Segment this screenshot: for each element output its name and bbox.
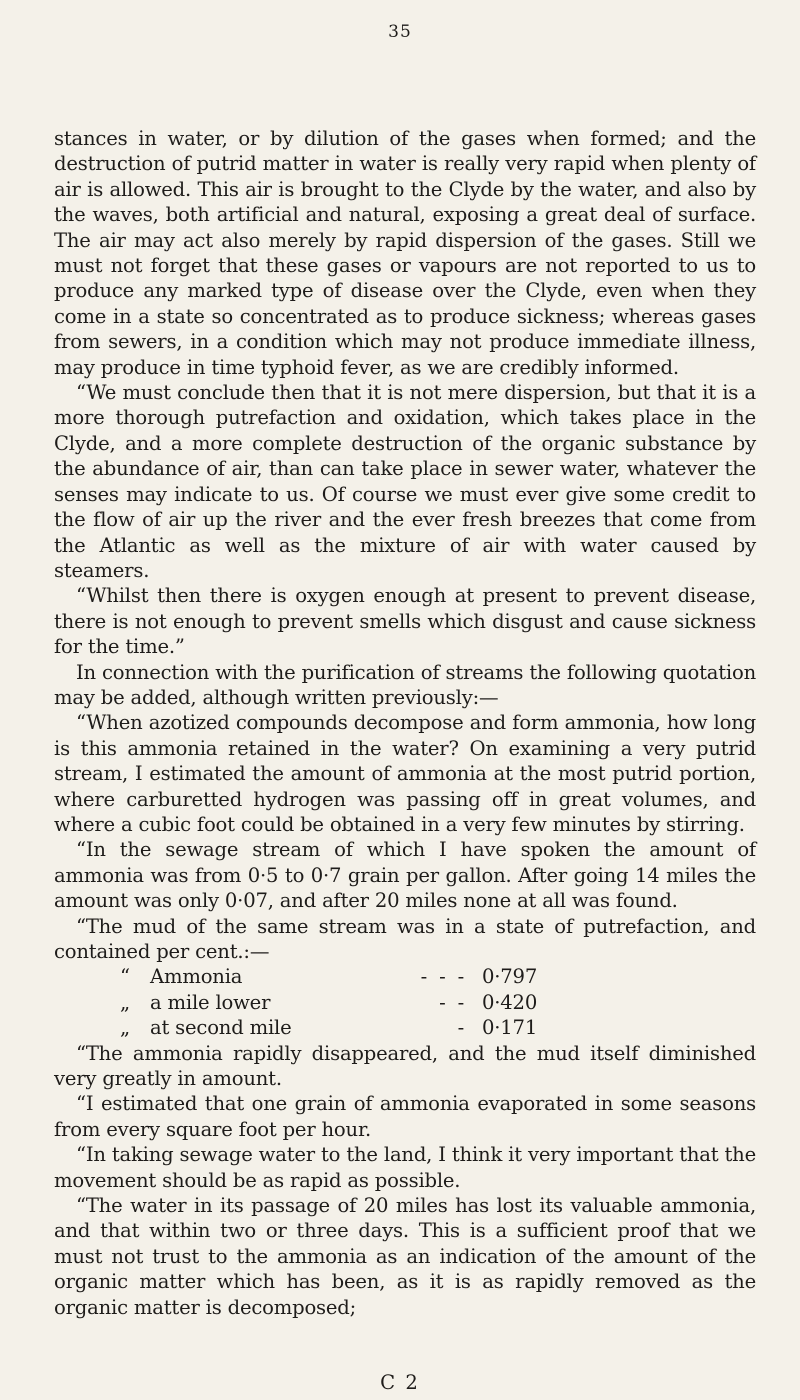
paragraph: “The ammonia rapidly disappeared, and the mud itself diminished very greatly in amount. — [54, 1041, 756, 1090]
row-label: Ammonia — [150, 965, 243, 989]
ammonia-table — [120, 964, 756, 1040]
paragraph: “I estimated that one grain of ammonia evaporated in some seasons from every square foot per hour. — [54, 1092, 756, 1141]
table-row — [120, 990, 756, 1015]
row-value: 0·420 — [482, 990, 538, 1014]
leader-dashes: - — [457, 1016, 464, 1040]
paragraph: stances in water, or by dilution of the gases when formed; and the destruction of putrid matter in water is really very rapid when plenty of air is allowed. This air is brought to the Clyde by the water, and also by the waves, both artificial and natural, exposing a great deal of surface. The air may act also merely by rapid dispersion of the gases. Still we must not forget that these gases or vapours are not reported to us to produce any marked type of disease over the Clyde, even when they come in a state so concentrated as to produce sickness; whereas gases from sewers, in a condition which may not produce immediate illness, may produce in time typhoid fever, as we are credibly informed. — [54, 127, 756, 379]
ditto-mark: „ — [120, 990, 130, 1014]
row-value: 0·171 — [482, 1016, 538, 1040]
paragraph: “In the sewage stream of which I have spoken the amount of ammonia was from 0·5 to 0·7 grain per gallon. After going 14 miles the amount was only 0·07, and after 20 miles none at all was found. — [54, 838, 756, 913]
paragraphs-before — [54, 126, 756, 964]
table-row — [120, 964, 756, 989]
paragraph: In connection with the purification of streams the following quotation may be added, although written previously:— — [54, 660, 756, 709]
page-number: 35 — [388, 22, 412, 42]
row-label: at second mile — [150, 1016, 292, 1040]
paragraphs-after — [54, 1041, 756, 1320]
row-value: 0·797 — [482, 965, 538, 989]
paragraph: “We must conclude then that it is not mere dispersion, but that it is a more thorough putrefaction and oxidation, which takes place in the Clyde, and a more complete destruction of the organic substance by the abundance of air, than can take place in sewer water, whatever the senses may indicate to us. Of course we must ever give some credit to the flow of air up the river and the ever fresh breezes that come from the Atlantic as well as the mixture of air with water caused by steamers. — [54, 381, 756, 582]
leader-dashes: - - - — [420, 965, 464, 989]
row-label: a mile lower — [150, 990, 271, 1014]
body-text — [54, 126, 756, 1320]
signature-mark: C 2 — [380, 1371, 420, 1394]
paragraph: “Whilst then there is oxygen enough at present to prevent disease, there is not enough to prevent smells which disgust and cause sickness for the time.” — [54, 584, 756, 659]
paragraph: “When azotized compounds decompose and form ammonia, how long is this ammonia retained in the water? On examining a very putrid stream, I estimated the amount of ammonia at the most putrid portion, where carburetted hydrogen was passing off in great volumes, and where a cubic foot could be obtained in a very few minutes by stirring. — [54, 711, 756, 836]
paragraph: “In taking sewage water to the land, I think it very important that the movement should be as rapid as possible. — [54, 1143, 756, 1192]
leader-dashes: - - — [439, 990, 464, 1014]
paragraph: “The water in its passage of 20 miles has lost its valuable ammonia, and that within two or three days. This is a sufficient proof that we must not trust to the ammonia as an indication of the amount of the organic matter which has been, as it is as rapidly removed as the organic matter is decomposed; — [54, 1194, 756, 1319]
ditto-mark: “ — [120, 965, 130, 989]
paragraph: “The mud of the same stream was in a state of putrefaction, and contained per cent.:— — [54, 914, 756, 963]
ditto-mark: „ — [120, 1016, 130, 1040]
table-row — [120, 1015, 756, 1040]
